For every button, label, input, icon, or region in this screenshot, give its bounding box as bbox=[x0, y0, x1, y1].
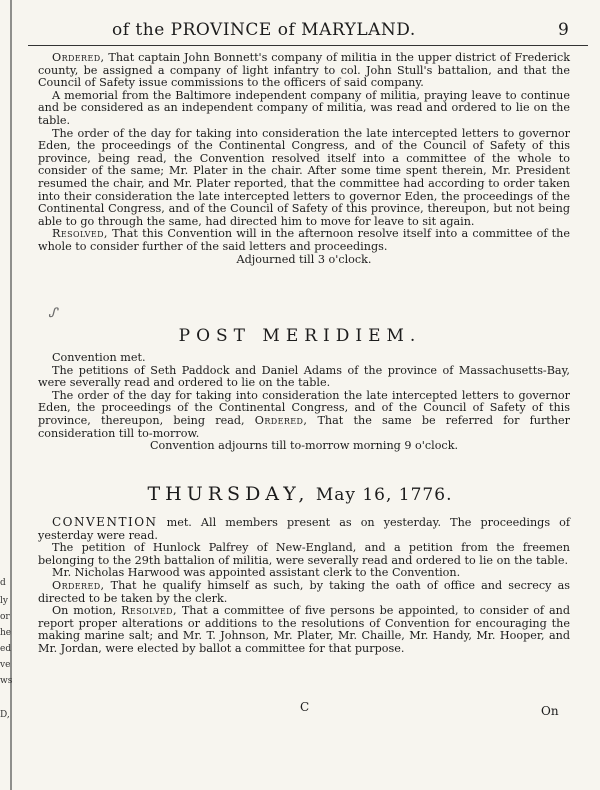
signature-mark: C bbox=[300, 700, 310, 714]
motion-label: On motion, bbox=[52, 604, 122, 618]
paragraph-convention-met bbox=[38, 516, 570, 542]
header-rule bbox=[28, 45, 588, 46]
paragraph-petition-palfrey: The petition of Hunlock Palfrey of New-England, and a petition from the freemen belonging to the 29th battalion of militia, were severally read and ordered to lie on the table. bbox=[38, 541, 570, 567]
paragraph-ordered-militia bbox=[38, 52, 570, 90]
paragraph-harwood: Mr. Nicholas Harwood was appointed assistant clerk to the Convention. bbox=[52, 566, 461, 580]
paragraph-text: That captain John Bonnett's company of militia in the upper district of Frederick county, be assigned a company of light infantry to col. John Stull's battalion, and that the Council of Safety issue commissions to the officers of said company. bbox=[38, 51, 570, 90]
running-head: of the PROVINCE of MARYLAND. bbox=[112, 20, 416, 40]
thursday-heading bbox=[0, 483, 600, 505]
ordered-label: Ordered, bbox=[52, 578, 105, 592]
paragraph-text: The order of the day for taking into consideration the late intercepted letters to governor Eden, the proceedings of the Continental Congress, and of the Council of Safety of this province, thereupon, being read, bbox=[38, 388, 570, 427]
date-label: May 16, 1776. bbox=[315, 485, 453, 505]
catchword: On bbox=[541, 704, 559, 718]
paragraph-text: That a committee of five persons be appointed, to consider of and report proper alterations or additions to the resolutions of Convention for encouraging the making marine salt; and Mr. T. Johnson, Mr. Plater, Mr. Chaille, Mr. Handy, Mr. Hooper, and Mr. Jordan, were elected by ballot a committee for that purpose. bbox=[38, 604, 571, 655]
margin-fragment: d bbox=[0, 578, 6, 588]
margin-fragment: D, bbox=[0, 710, 10, 720]
resolved-label: Resolved, bbox=[52, 227, 108, 241]
paragraph-ordered-oath bbox=[38, 580, 570, 605]
afternoon-session bbox=[38, 352, 570, 453]
thursday-session bbox=[38, 516, 570, 656]
paragraph-order-of-day bbox=[38, 390, 570, 440]
margin-fragment: or bbox=[0, 612, 10, 622]
page-number: 9 bbox=[558, 20, 569, 40]
margin-fragment: ly bbox=[0, 596, 8, 606]
paragraph-petitions: The petitions of Seth Paddock and Daniel Adams of the province of Massachusetts-Bay, were severally read and ordered to lie on the table. bbox=[38, 363, 570, 390]
margin-fragment: ed bbox=[0, 644, 12, 654]
post-meridiem-heading: POST MERIDIEM. bbox=[178, 326, 422, 346]
paragraph-text: That the same be referred for further consideration till to-morrow. bbox=[38, 413, 570, 440]
paragraph-convention-met: Convention met. bbox=[52, 351, 146, 364]
convention-label: CONVENTION bbox=[52, 515, 158, 529]
margin-fragment: ve bbox=[0, 660, 11, 670]
pencil-mark: ᔑ bbox=[48, 306, 58, 321]
paragraph-text: That he qualify himself as such, by taking the oath of office and secrecy as directed to be taken by the clerk. bbox=[38, 578, 570, 605]
adjourned-line: Adjourned till 3 o'clock. bbox=[236, 252, 372, 266]
paragraph-text: met. All members present as on yesterday. The proceedings of yesterday were read. bbox=[38, 516, 570, 542]
gutter-rule bbox=[10, 0, 12, 790]
day-label: THURSDAY, bbox=[147, 483, 310, 505]
ordered-label: Ordered, bbox=[254, 413, 308, 427]
paragraph-order-of-day: The order of the day for taking into consideration the late intercepted letters to governor Eden, the proceedings of the Continental Congress, and of the Council of Safety of this province, being read, the Convention resolved itself into a committee of the whole to consider of the same; Mr. Plater in the chair. After some time spent therein, Mr. President resumed the chair, and Mr. Plater reported, that the committee had according to order taken into their consideration the late intercepted letters to governor Eden, the proceedings of the Continental Congress, and of the Council of Safety of this province, thereupon, but not being able to go through the same, had directed him to move for leave to sit again. bbox=[38, 126, 570, 228]
gutter-edge bbox=[0, 0, 14, 790]
paragraph-text: That this Convention will in the afternoon resolve itself into a committee of the whole to consider further of the said letters and proceedings. bbox=[38, 227, 570, 253]
margin-fragment: he bbox=[0, 628, 12, 638]
paragraph-resolved bbox=[38, 228, 570, 253]
adjourns-line: Convention adjourns till to-morrow morning 9 o'clock. bbox=[149, 439, 459, 453]
morning-session bbox=[38, 52, 570, 266]
paragraph-memorial: A memorial from the Baltimore independent company of militia, praying leave to continue and be considered as an independent company of militia, was read and ordered to lie on the table. bbox=[38, 88, 570, 127]
ordered-label: Ordered, bbox=[52, 51, 105, 64]
paragraph-marine-salt bbox=[38, 605, 570, 655]
margin-fragment: ws bbox=[0, 676, 13, 686]
resolved-label: Resolved, bbox=[121, 604, 177, 618]
